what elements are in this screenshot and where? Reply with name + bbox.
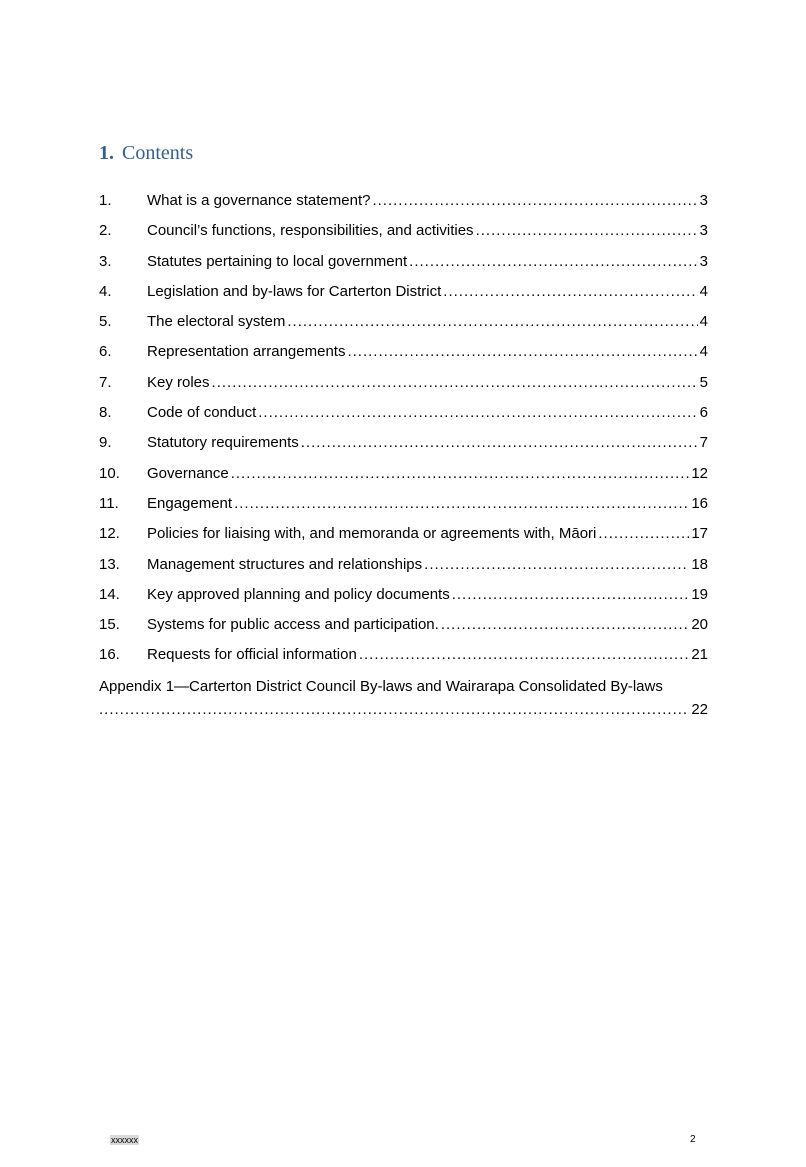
toc-entry-number: 4.: [99, 282, 112, 300]
toc-entry-page: 3: [699, 192, 708, 209]
toc-entry[interactable]: [99, 459, 708, 489]
toc-entry-title: Key approved planning and policy documents: [147, 585, 450, 603]
toc-leader-dots: [347, 337, 697, 367]
toc-entry-number: 10.: [99, 464, 120, 482]
toc-entry-page: 6: [699, 404, 708, 422]
heading-title: Contents: [122, 142, 194, 164]
toc-entry[interactable]: [99, 580, 708, 610]
toc-entry-title: Policies for liaising with, and memoranda or agreements with, Māori: [147, 525, 597, 543]
toc-entry-number: 8.: [99, 404, 112, 422]
toc-entry-title: Systems for public access and participation.: [147, 616, 439, 634]
toc-entry-number: 11.: [99, 494, 119, 512]
contents-heading: [99, 142, 193, 165]
toc-entry-title: Governance: [147, 464, 229, 482]
toc-entry[interactable]: [99, 247, 708, 277]
toc-entry-page: 4: [699, 343, 708, 361]
toc-entry[interactable]: [99, 368, 708, 398]
toc-entry-number: 12.: [99, 525, 120, 543]
footer-placeholder: xxxxxx: [111, 1135, 138, 1145]
toc-entry-page: 18: [691, 555, 708, 573]
toc-leader-dots: [359, 640, 689, 670]
toc-entry-page: 20: [691, 616, 708, 634]
toc-entry-title: Statutes pertaining to local government: [147, 252, 408, 270]
toc-entry[interactable]: [99, 489, 708, 519]
toc-leader-dots: [231, 459, 690, 489]
toc-entry-title: The electoral system: [147, 313, 286, 331]
toc-entry-page: 16: [691, 494, 708, 512]
toc-leader-dots: [99, 699, 689, 721]
toc-entry[interactable]: [99, 640, 708, 670]
table-of-contents: [99, 186, 708, 721]
toc-entry-title: Engagement: [147, 494, 233, 512]
toc-entry-page: 19: [691, 585, 708, 603]
page-number: 2: [690, 1134, 696, 1145]
toc-entry-page: 4: [699, 282, 708, 300]
toc-entry-number: 6.: [99, 343, 112, 361]
appendix-page: 22: [691, 700, 708, 718]
toc-entry-title: Requests for official information: [147, 646, 357, 664]
toc-entry-number: 14.: [99, 585, 120, 603]
toc-entry-number: 9.: [99, 434, 112, 452]
toc-entry-title: What is a governance statement?: [147, 192, 371, 209]
toc-entry-number: 2.: [99, 222, 112, 240]
toc-entry-page: 3: [699, 222, 708, 240]
toc-entry-title: Representation arrangements: [147, 343, 346, 361]
toc-entry-title: Key roles: [147, 373, 210, 391]
toc-entry[interactable]: [99, 398, 708, 428]
toc-entry[interactable]: [99, 519, 708, 549]
toc-entry[interactable]: [99, 186, 708, 216]
toc-entry-page: 3: [699, 252, 708, 270]
toc-leader-dots: [441, 610, 690, 640]
toc-leader-dots: [301, 428, 698, 458]
toc-entry[interactable]: [99, 337, 708, 367]
toc-leader-dots: [476, 216, 698, 246]
toc-entry-title: Statutory requirements: [147, 434, 299, 452]
toc-entry-page: 7: [699, 434, 708, 452]
heading-number: 1.: [99, 142, 114, 164]
toc-entry-title: Legislation and by-laws for Carterton District: [147, 282, 442, 300]
toc-entry-page: 4: [699, 313, 708, 331]
toc-entry-number: 7.: [99, 373, 112, 391]
toc-entry-number: 16.: [99, 646, 120, 664]
toc-leader-dots: [234, 489, 689, 519]
toc-entry-number: 13.: [99, 555, 120, 573]
toc-entry[interactable]: [99, 307, 708, 337]
toc-entry-appendix[interactable]: [99, 674, 708, 721]
appendix-title: Appendix 1—Carterton District Council By-laws and Wairarapa Consolidated By-laws: [99, 677, 663, 695]
toc-leader-dots: [443, 277, 697, 307]
toc-leader-dots: [212, 368, 698, 398]
toc-entry-number: 3.: [99, 252, 112, 270]
toc-leader-dots: [287, 307, 697, 337]
toc-leader-dots: [409, 247, 698, 277]
toc-leader-dots: [598, 519, 689, 549]
toc-entry-number: 15.: [99, 616, 120, 634]
toc-leader-dots: [258, 398, 697, 428]
toc-leader-dots: [372, 186, 697, 216]
toc-entry-page: 12: [691, 464, 708, 482]
toc-entry[interactable]: [99, 216, 708, 246]
toc-entry-page: 21: [691, 646, 708, 664]
toc-entry-title: Management structures and relationships: [147, 555, 423, 573]
toc-entry[interactable]: [99, 277, 708, 307]
toc-entry-page: 17: [691, 525, 708, 543]
toc-entry-page: 5: [699, 373, 708, 391]
toc-entry-number: 5.: [99, 313, 112, 331]
toc-entry-title: Council’s functions, responsibilities, and activities: [147, 222, 474, 240]
toc-leader-dots: [452, 580, 690, 610]
toc-entry[interactable]: [99, 550, 708, 580]
toc-entry-title: Code of conduct: [147, 404, 257, 422]
toc-leader-dots: [424, 550, 689, 580]
toc-entry[interactable]: [99, 610, 708, 640]
toc-entry[interactable]: [99, 428, 708, 458]
toc-entry-number: 1.: [99, 192, 112, 209]
